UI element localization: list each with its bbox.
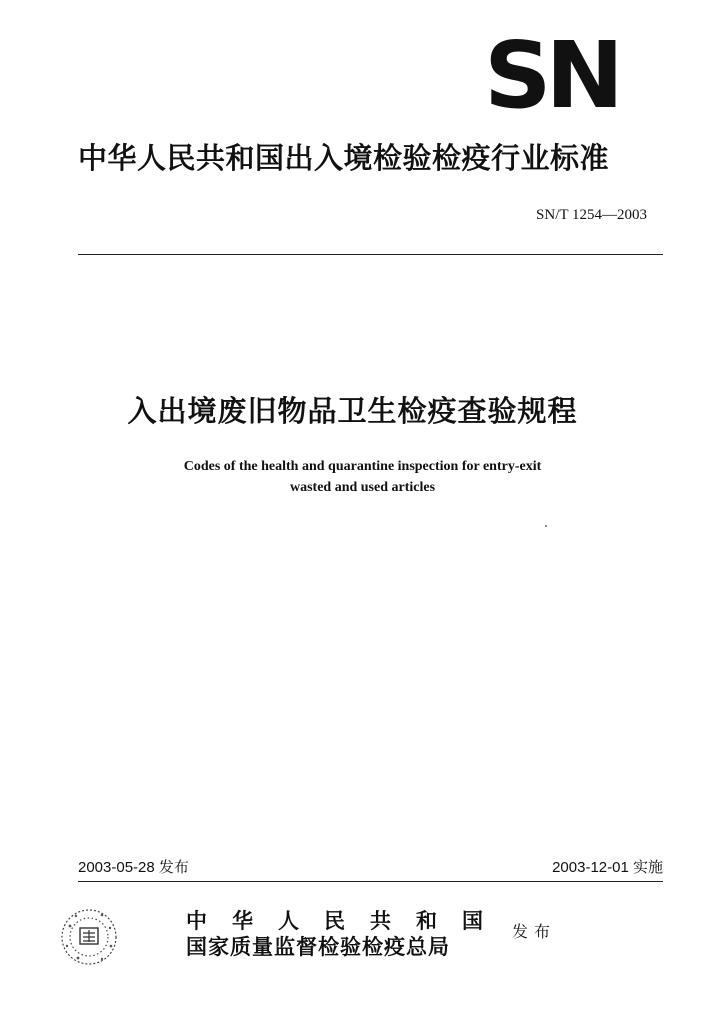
document-title-chinese: 入出境废旧物品卫生检疫查验规程 bbox=[127, 394, 578, 428]
effective-date: 2003-12-01 实施 bbox=[552, 859, 663, 876]
issuing-authority bbox=[186, 908, 508, 960]
issuing-organization-header: 中华人民共和国出入境检验检疫行业标准 bbox=[78, 141, 610, 175]
standard-number: SN/T 1254—2003 bbox=[536, 207, 647, 223]
english-title-line-1: Codes of the health and quarantine inspection for entry-exit bbox=[183, 459, 542, 474]
scan-speck bbox=[545, 525, 547, 527]
issue-date: 2003-05-28 发布 bbox=[78, 859, 189, 876]
official-seal-icon bbox=[58, 906, 120, 968]
sn-logo: SN bbox=[484, 22, 618, 129]
publish-label: 发布 bbox=[512, 922, 557, 941]
issuer-administration: 国家质量监督检验检疫总局 bbox=[186, 934, 450, 959]
english-title-line-2: wasted and used articles bbox=[289, 480, 436, 495]
header-divider bbox=[78, 254, 663, 255]
issuer-country: 中华人民共和国 bbox=[186, 908, 508, 933]
footer-divider bbox=[78, 881, 663, 882]
document-title-english bbox=[0, 456, 725, 498]
